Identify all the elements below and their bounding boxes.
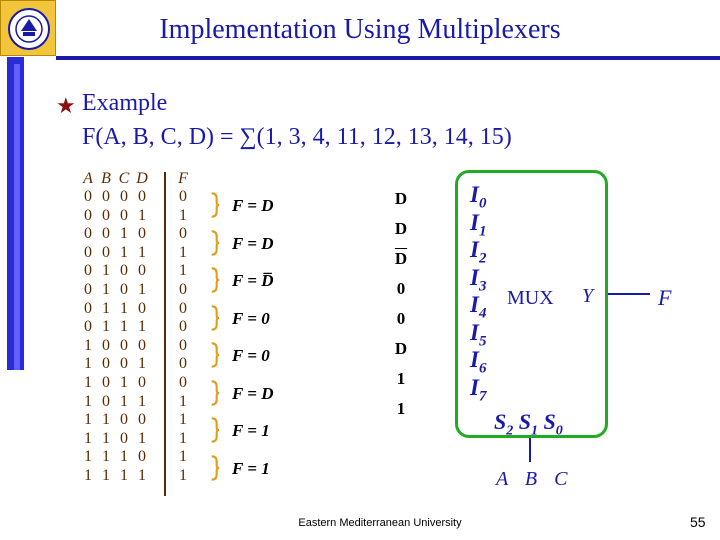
table-cell: 1 [120, 299, 128, 317]
table-header-c: C [118, 170, 130, 187]
table-cell: 0 [102, 392, 110, 410]
table-cell: 1 [84, 467, 92, 484]
table-cell: 1 [84, 336, 92, 354]
mux-input-value: $\overline{D}$ [394, 249, 408, 268]
group-equation: F = 0 [232, 308, 270, 328]
table-cell: 0 [179, 225, 187, 243]
table-cell: 1 [84, 374, 92, 391]
table-cell: 1 [84, 448, 92, 466]
table-cell: 1 [179, 411, 187, 429]
table-cell: 0 [102, 225, 110, 243]
table-cell: 0 [84, 206, 92, 224]
mux-input-label: $I_4$ [470, 292, 487, 322]
table-cell: 1 [102, 299, 110, 317]
table-cell: 1 [138, 467, 146, 484]
mux-input-value: D [394, 189, 408, 208]
brace-icon [210, 303, 220, 333]
table-cell: 1 [84, 392, 92, 410]
mux-input-value: D [394, 219, 408, 238]
table-cell: 0 [102, 355, 110, 373]
table-cell: 0 [84, 281, 92, 298]
table-cell: 1 [84, 411, 92, 429]
brace-icon [210, 453, 220, 483]
group-equation: F = D̅ [232, 271, 274, 290]
table-cell: 0 [84, 262, 92, 280]
group-equation: F = D [232, 196, 274, 215]
table-cell: 1 [179, 392, 187, 410]
group-equation: F = 1 [232, 421, 270, 440]
table-cell: 0 [102, 374, 110, 391]
table-cell: 0 [84, 299, 92, 317]
mux-input-value: 1 [396, 399, 406, 418]
table-cell: 1 [120, 318, 128, 336]
table-cell: 1 [84, 429, 92, 447]
brace-icon [210, 378, 220, 408]
table-cell: 0 [179, 374, 187, 391]
table-cell: 0 [102, 243, 110, 261]
table-cell: 1 [138, 318, 146, 336]
table-cell: 0 [138, 188, 146, 205]
mux-input-value: D [394, 339, 408, 358]
table-cell: 0 [120, 188, 128, 205]
table-cell: 0 [179, 299, 187, 317]
table-cell: 1 [102, 262, 110, 280]
table-cell: 0 [120, 336, 128, 354]
table-cell: 1 [102, 281, 110, 298]
mux-input-label: $I_0$ [470, 182, 487, 212]
table-cell: 1 [179, 429, 187, 447]
table-cell: 0 [102, 206, 110, 224]
table-cell: 1 [138, 429, 146, 447]
table-cell: 0 [102, 188, 110, 205]
table-header-d: D [136, 170, 148, 187]
page-number: 55 [690, 514, 706, 530]
table-cell: 1 [138, 355, 146, 373]
table-cell: 0 [138, 374, 146, 391]
table-cell: 1 [102, 467, 110, 484]
table-cell: 1 [120, 374, 128, 391]
mux-output-label: Y [582, 285, 594, 307]
select-inputs-label: A B C [496, 468, 574, 490]
mux-input-label: $I_7$ [470, 374, 487, 405]
table-header-a: A [83, 170, 93, 187]
group-equation: F = 1 [232, 458, 270, 478]
mux-input-label: $I_1$ [470, 209, 487, 240]
table-cell: 1 [179, 206, 187, 224]
table-cell: 0 [179, 318, 187, 336]
table-cell: 0 [120, 411, 128, 429]
mux-input-label: $I_6$ [470, 347, 487, 377]
slide-title: Implementation Using Multiplexers [159, 14, 561, 45]
table-cell: 1 [179, 467, 187, 484]
group-equation: F = D [232, 233, 274, 253]
table-cell: 1 [102, 448, 110, 466]
mux-input-label: $I_5$ [470, 319, 487, 350]
table-cell: 1 [120, 225, 128, 243]
table-cell: 1 [120, 243, 128, 261]
final-output-label: F [658, 285, 672, 310]
mux-input-value: 0 [396, 309, 406, 328]
select-labels: $S_2$ $S_1$ $S_0$ [494, 409, 563, 439]
brace-icon [210, 190, 220, 220]
table-cell: 0 [84, 225, 92, 243]
group-equation: F = D [232, 383, 274, 403]
mux-label: MUX [507, 287, 554, 309]
table-cell: 0 [120, 206, 128, 224]
table-cell: 0 [102, 336, 110, 354]
mux-input-label: $I_3$ [470, 264, 487, 295]
brace-icon [210, 340, 220, 370]
table-cell: 0 [120, 281, 128, 298]
table-cell: 1 [138, 243, 146, 261]
table-cell: 1 [120, 392, 128, 410]
footer-text: Eastern Mediterranean University [298, 517, 462, 529]
table-cell: 0 [138, 411, 146, 429]
brace-icon [210, 265, 220, 295]
mux-input-value: 0 [396, 279, 406, 298]
table-cell: 0 [84, 243, 92, 261]
brace-icon [210, 228, 220, 258]
mux-input-label: $I_2$ [470, 237, 487, 267]
table-cell: 0 [120, 429, 128, 447]
table-cell: 1 [120, 448, 128, 466]
table-header-f: F [178, 170, 188, 187]
table-cell: 0 [138, 225, 146, 243]
table-cell: 1 [102, 318, 110, 336]
table-cell: 1 [179, 262, 187, 280]
mux-input-value: 1 [396, 369, 406, 388]
table-cell: 0 [179, 188, 187, 205]
function-formula: F(A, B, C, D) = ∑(1, 3, 4, 11, 12, 13, 14, 15) [82, 124, 512, 150]
group-equation: F = 0 [232, 346, 270, 365]
table-cell: 1 [84, 355, 92, 373]
table-cell: 1 [138, 392, 146, 410]
table-cell: 0 [120, 355, 128, 373]
table-cell: 1 [179, 243, 187, 261]
table-cell: 0 [138, 299, 146, 317]
table-cell: 0 [120, 262, 128, 280]
table-cell: 0 [179, 355, 187, 373]
table-cell: 0 [84, 188, 92, 205]
table-cell: 0 [84, 318, 92, 336]
table-cell: 0 [179, 281, 187, 298]
table-cell: 0 [138, 262, 146, 280]
example-heading: Example [82, 90, 168, 116]
table-cell: 1 [138, 281, 146, 298]
table-cell: 1 [179, 448, 187, 466]
brace-icon [210, 415, 220, 445]
table-cell: 1 [138, 206, 146, 224]
table-cell: 0 [179, 336, 187, 354]
table-cell: 1 [102, 411, 110, 429]
table-header-b: B [101, 170, 111, 187]
table-cell: 0 [138, 448, 146, 466]
table-cell: 0 [138, 336, 146, 354]
star-bullet-icon: ★ [56, 93, 76, 118]
table-cell: 1 [102, 429, 110, 447]
table-cell: 1 [120, 467, 128, 484]
